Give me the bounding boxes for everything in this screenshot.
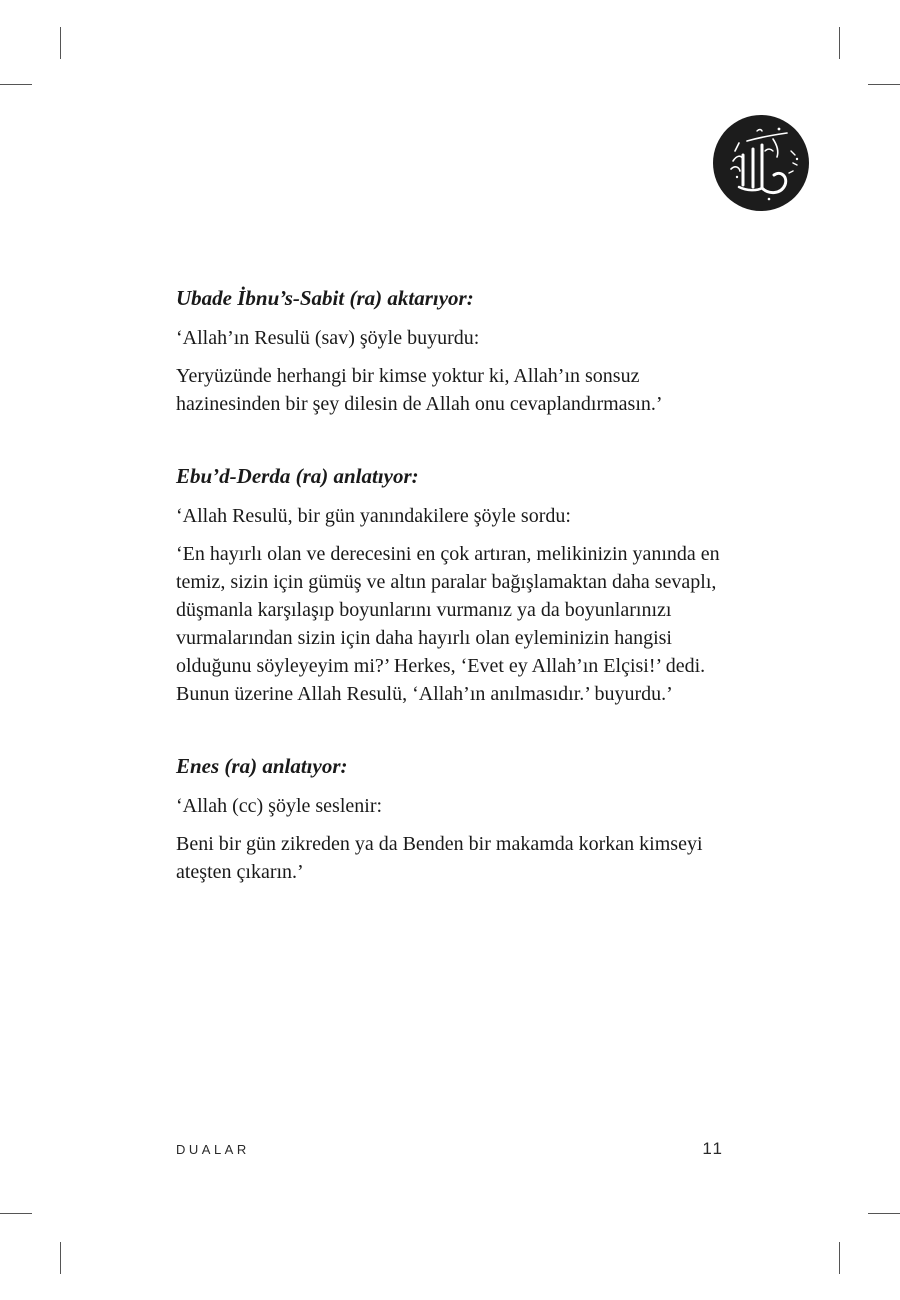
hadith-section [176, 750, 725, 886]
crop-mark-bottom-left [60, 1242, 61, 1274]
crop-mark-top-right [839, 27, 840, 59]
paragraph: Beni bir gün zikreden ya da Benden bir makamda korkan kimseyi ateşten çıkarın.’ [176, 833, 703, 883]
paragraph: ‘Allah (cc) şöyle seslenir: [176, 795, 383, 817]
crop-mark-top-left [60, 27, 61, 59]
allah-calligraphy-icon [713, 115, 809, 211]
paragraph: ‘Allah Resulü, bir gün yanındakilere şöyle sordu: [176, 505, 571, 527]
running-title: DUALAR [176, 1142, 250, 1157]
hadith-section [176, 460, 725, 708]
crop-mark-left-bottom [0, 1213, 32, 1214]
page-number: 11 [702, 1139, 724, 1158]
paragraph: Yeryüzünde herhangi bir kimse yoktur ki, Allah’ın sonsuz hazinesinden bir şey dilesin de Allah onu cevaplandırmasın.’ [176, 365, 663, 415]
crop-mark-left-top [0, 84, 32, 85]
paragraph: ‘Allah’ın Resulü (sav) şöyle buyurdu: [176, 327, 480, 349]
crop-mark-bottom-right [839, 1242, 840, 1274]
crop-mark-right-bottom [868, 1213, 900, 1214]
page-body [176, 282, 725, 896]
section-heading: Ebu’d-Derda (ra) anlatıyor: [176, 464, 419, 488]
hadith-section [176, 282, 725, 418]
section-heading: Ubade İbnu’s-Sabit (ra) aktarıyor: [176, 286, 474, 310]
section-heading: Enes (ra) anlatıyor: [176, 754, 348, 778]
crop-mark-right-top [868, 84, 900, 85]
paragraph: ‘En hayırlı olan ve derecesini en çok artıran, melikinizin yanında en temiz, sizin için gümüş ve altın paralar bağışlamaktan daha sevaplı, düşmanla karşılaşıp boyunlarını vurmanız ya da boyunlarınızı vurmalarından sizin için daha hayırlı olan eyleminizin hangisi olduğunu söyleyeyim mi?’ Herkes, ‘Evet ey Allah’ın Elçisi!’ dedi. Bunun üzerine Allah Resulü, ‘Allah’ın anılmasıdır.’ buyurdu.’ [176, 543, 720, 705]
